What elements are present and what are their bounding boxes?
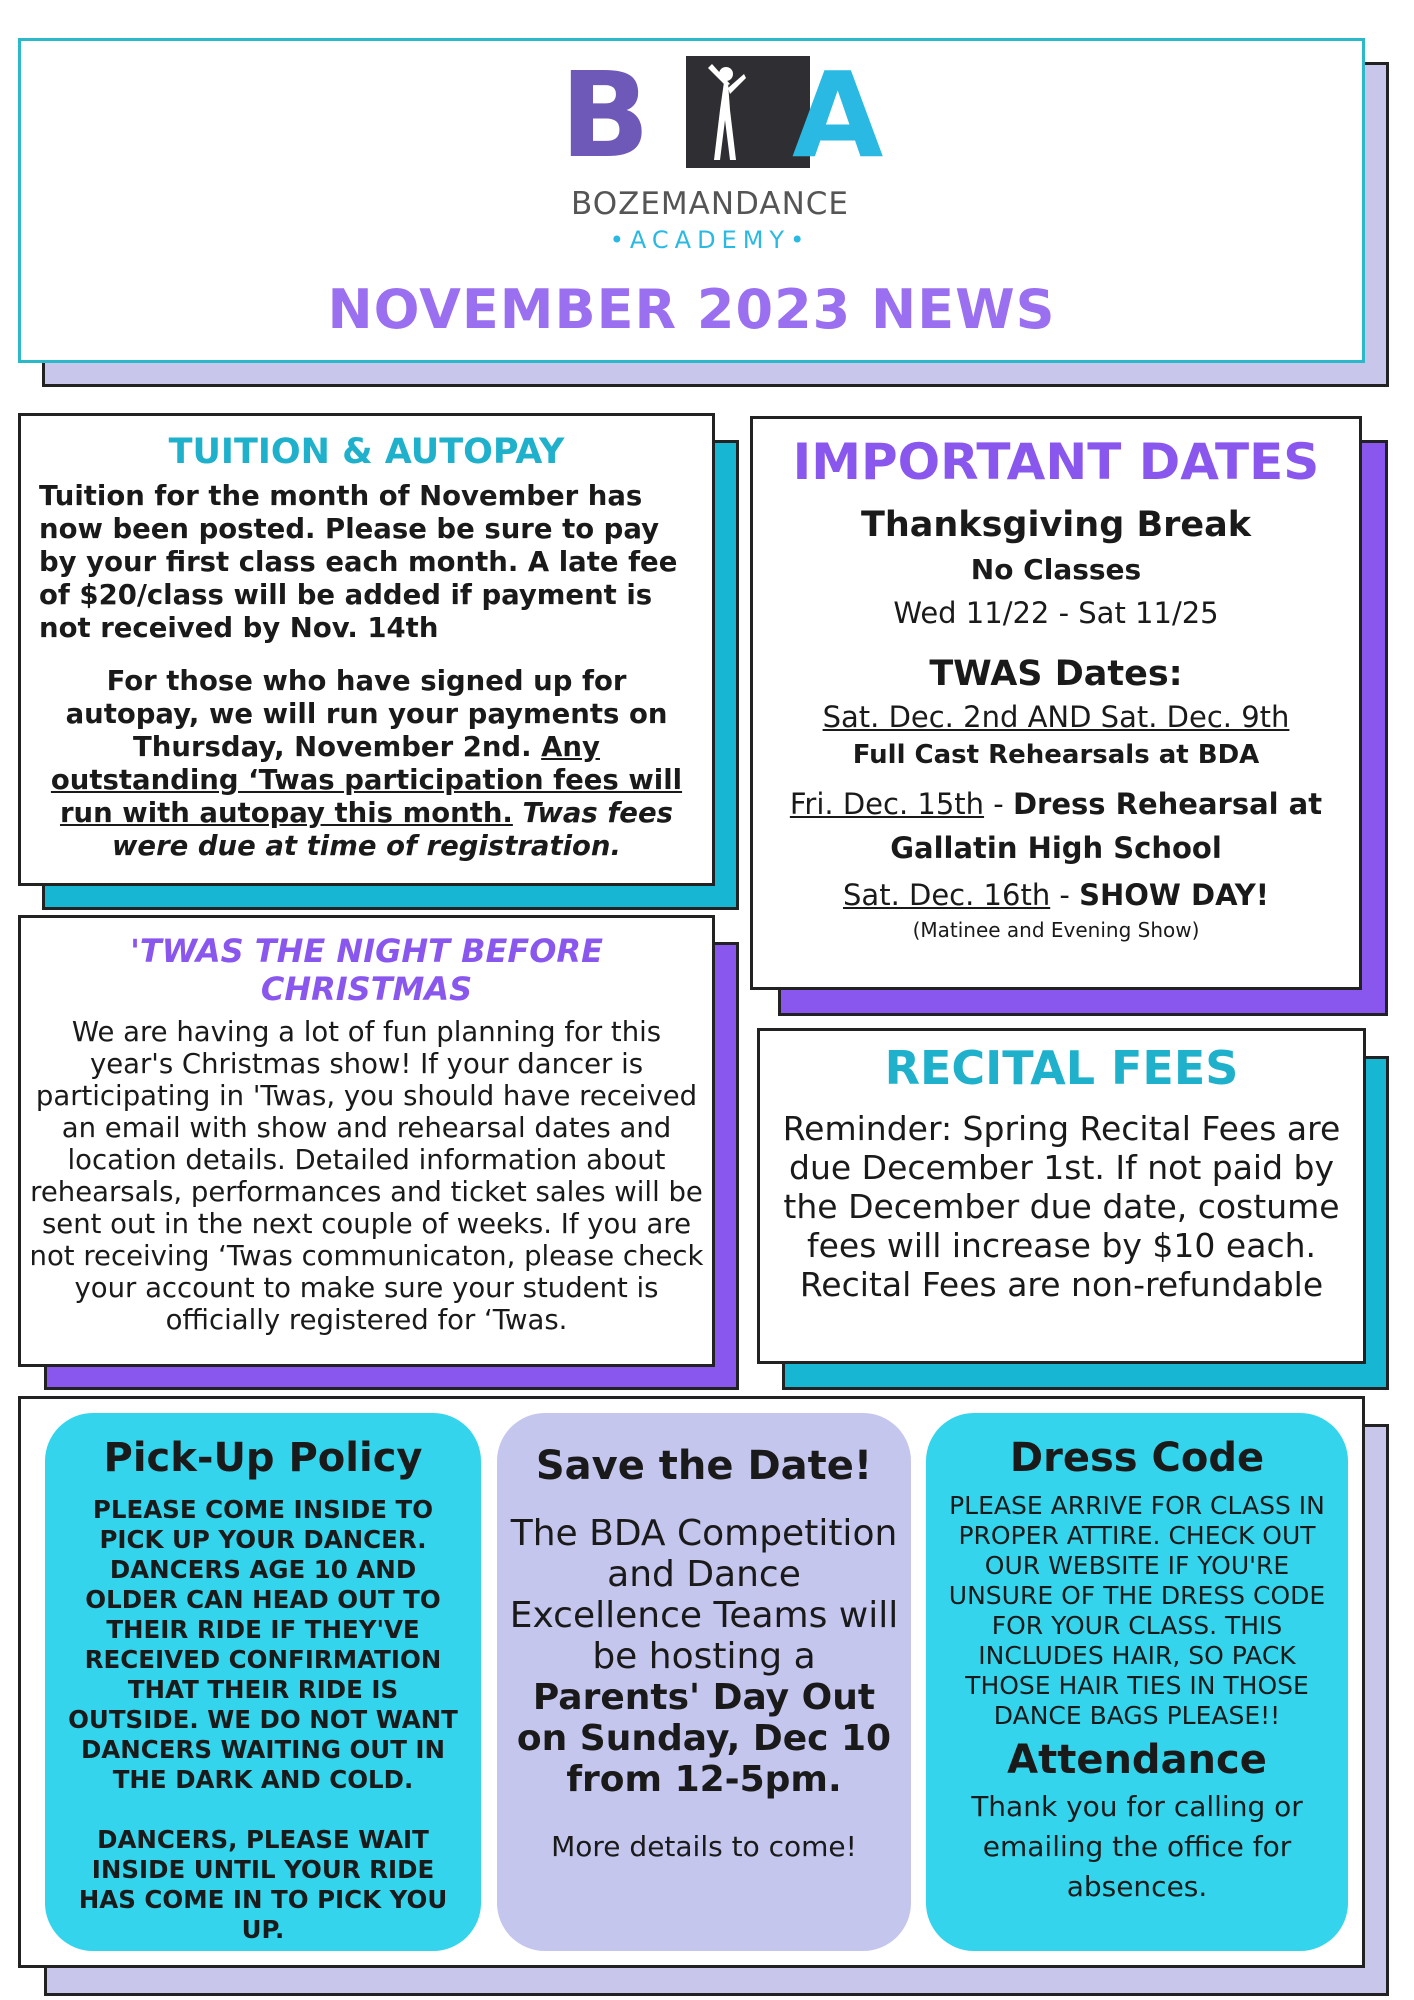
pickup-policy-body: PLEASE COME INSIDE TO PICK UP YOUR DANCER. DANCERS AGE 10 AND OLDER CAN HEAD OUT TO THEIR RIDE IF THEY'VE RECEIVED CONFIRMATION THAT THEIR RIDE IS OUTSIDE. WE DO NOT WANT DANCERS WAITING OUT IN THE DARK AND COLD. — [68, 1495, 458, 1794]
parents-day-out-text: Parents' Day Out on Sunday, Dec 10 from 12-5pm. — [516, 1677, 892, 1800]
attendance-body: Thank you for calling or emailing the office for absences. — [971, 1790, 1303, 1903]
recital-fees-note: Recital Fees are non-refundable — [799, 1265, 1324, 1304]
important-dates-title: IMPORTANT DATES — [792, 433, 1320, 491]
autopay-underlined-text: Any outstanding ‘Twas participation fees will run with autopay this month. — [50, 731, 683, 829]
more-details-text: More details to come! — [551, 1830, 857, 1863]
logo-letter-a: A — [792, 46, 884, 184]
save-the-date-card — [497, 1413, 911, 1951]
save-the-date-text: The BDA Competition and Dance Excellence Teams will be hosting a — [509, 1513, 899, 1677]
show-day-desc: SHOW DAY! — [1079, 878, 1269, 912]
dress-code-title: Dress Code — [1009, 1435, 1265, 1481]
save-the-date-title: Save the Date! — [535, 1443, 873, 1489]
separator: - — [984, 787, 1013, 821]
dress-rehearsal-line — [763, 782, 1349, 870]
tuition-panel — [18, 413, 715, 886]
pickup-policy-note: DANCERS, PLEASE WAIT INSIDE UNTIL YOUR RIDE HAS COME IN TO PICK YOU UP. — [78, 1825, 448, 1944]
twas-panel — [18, 915, 715, 1367]
show-note: (Matinee and Evening Show) — [912, 918, 1200, 942]
twas-body: We are having a lot of fun planning for this year's Christmas show! If your dancer is participating in 'Twas, you should have received an email with show and rehearsal dates and location details. Detailed information about rehearsals, performances and ticket sales will be sent out in the next couple of weeks. If you are not receiving ‘Twas communicaton, please check your account to make sure your student is officially registered for ‘Twas. — [29, 1016, 704, 1336]
dress-code-body: PLEASE ARRIVE FOR CLASS IN PROPER ATTIRE. CHECK OUT OUR WEBSITE IF YOU'RE UNSURE OF THE DRESS CODE FOR YOUR CLASS. THIS INCLUDES HAIR, SO PACK THOSE HAIR TIES IN THOSE DANCE BAGS PLEASE!! — [948, 1491, 1326, 1730]
brand-academy: •ACADEMY• — [609, 226, 811, 254]
recital-fees-body: Reminder: Spring Recital Fees are due December 1st. If not paid by the December due date, costume fees will increase by $10 each. — [782, 1109, 1341, 1265]
thanksgiving-dates: Wed 11/22 - Sat 11/25 — [893, 596, 1219, 630]
bda-logo — [560, 46, 884, 184]
brand-name: BOZEMANDANCE — [570, 186, 850, 222]
dress-rehearsal-date: Fri. Dec. 15th — [789, 787, 985, 821]
dress-code-card — [926, 1413, 1348, 1951]
show-day-date: Sat. Dec. 16th — [843, 878, 1051, 912]
rehearsal-desc: Full Cast Rehearsals at BDA — [852, 740, 1260, 770]
twas-dates-heading: TWAS Dates: — [929, 654, 1183, 694]
newsletter-title: NOVEMBER 2023 NEWS — [327, 278, 1056, 341]
thanksgiving-heading: Thanksgiving Break — [860, 505, 1252, 545]
autopay-text: For those who have signed up for autopay, we will run your payments on Thursday, November 2nd. — [65, 665, 668, 763]
dress-rehearsal-desc: Dress Rehearsal at Gallatin High School — [890, 787, 1323, 865]
save-the-date-body — [509, 1513, 899, 1800]
attendance-title: Attendance — [1007, 1737, 1267, 1783]
twas-title: 'TWAS THE NIGHT BEFORE CHRISTMAS — [130, 932, 603, 1008]
important-dates-panel — [750, 416, 1362, 990]
pickup-policy-title: Pick-Up Policy — [103, 1435, 423, 1481]
bottom-panel — [18, 1396, 1365, 1968]
show-day-line — [763, 878, 1349, 912]
recital-fees-title: RECITAL FEES — [884, 1041, 1239, 1095]
rehearsal-dates: Sat. Dec. 2nd AND Sat. Dec. 9th — [822, 700, 1290, 734]
tuition-paragraph: Tuition for the month of November has now been posted. Please be sure to pay by your first class each month. A late fee of $20/class will be added if payment is not received by Nov. 14th — [39, 480, 678, 644]
separator: - — [1050, 878, 1080, 912]
dancer-icon — [700, 60, 748, 164]
recital-fees-panel — [757, 1028, 1366, 1364]
no-classes-text: No Classes — [970, 553, 1142, 586]
autopay-paragraph — [39, 665, 694, 863]
logo-letter-b: B — [560, 46, 650, 184]
tuition-title: TUITION & AUTOPAY — [168, 432, 565, 472]
pickup-policy-card — [45, 1413, 481, 1951]
autopay-italic-text: Twas fees were due at time of registration. — [112, 797, 673, 862]
